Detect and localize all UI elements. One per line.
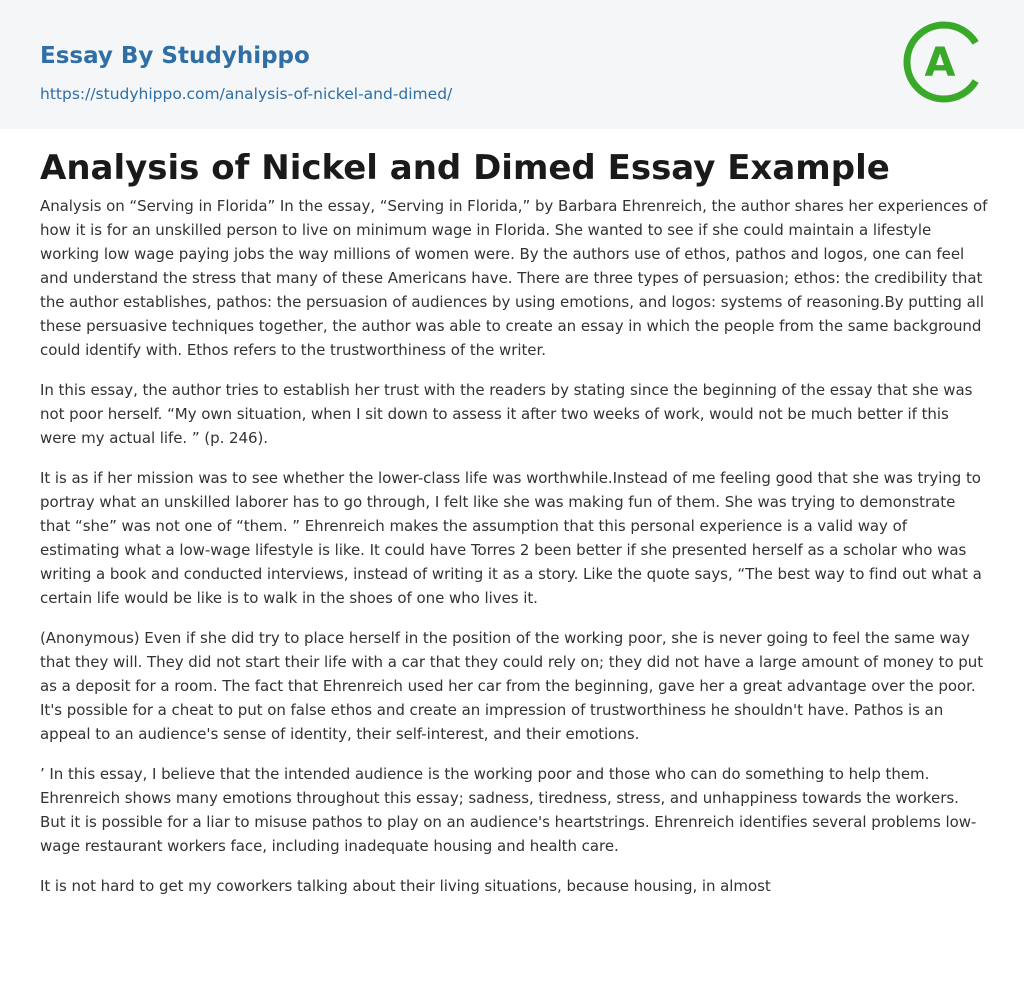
page-title: Analysis of Nickel and Dimed Essay Example [40,148,890,188]
essay-paragraph: ’ In this essay, I believe that the intended audience is the working poor and those who can do something to help them. Ehrenreich shows many emotions throughout this essay; sadness, tiredness, stress, and unhappiness towards the workers. But it is possible for a liar to misuse pathos to play on an audience's heartstrings. Ehrenreich identifies several problems low-wage restaurant workers face, including inadequate housing and health care. [40,765,977,855]
essay-paragraph: It is as if her mission was to see whether the lower-class life was worthwhile.Instead of me feeling good that she was trying to portray what an unskilled laborer has to go through, I felt like she was making fun of them. She was trying to demonstrate that “she” was not one of “them. ” Ehrenreich makes the assumption that this personal experience is a valid way of estimating what a low-wage lifestyle is like. It could have Torres 2 been better if she presented herself as a scholar who was writing a book and conducted interviews, instead of writing it as a story. Like the quote says, “The best way to find out what a certain life would be like is to walk in the shoes of one who lives it. [40,469,982,607]
essay-paragraph: In this essay, the author tries to establish her trust with the readers by stating since the beginning of the essay that she was not poor herself. “My own situation, when I sit down to assess it after two weeks of work, would not be much better if this were my actual life. ” (p. 246). [40,381,973,447]
site-title[interactable]: Essay By Studyhippo [40,43,310,69]
essay-paragraph: It is not hard to get my coworkers talking about their living situations, because housing, in almost [40,877,771,895]
site-header [0,0,1024,129]
essay-paragraph: (Anonymous) Even if she did try to place herself in the position of the working poor, she is never going to feel the same way that they will. They did not start their life with a car that they could rely on; they did not have a large amount of money to put as a deposit for a room. The fact that Ehrenreich used her car from the beginning, gave her a great advantage over the poor. It's possible for a cheat to put on false ethos and create an impression of trustworthiness he shouldn't have. Pathos is an appeal to an audience's sense of identity, their self-interest, and their emotions. [40,629,984,743]
page-url-link[interactable]: https://studyhippo.com/analysis-of-nickel-and-dimed/ [40,85,453,103]
essay-paragraph: Analysis on “Serving in Florida” In the essay, “Serving in Florida,” by Barbara Ehrenreich, the author shares her experiences of how it is for an unskilled person to live on minimum wage in Florida. She wanted to see if she could maintain a lifestyle working low wage paying jobs the way millions of women were. By the authors use of ethos, pathos and logos, one can feel and understand the stress that many of these Americans have. There are three types of persuasion; ethos: the credibility that the author establishes, pathos: the persuasion of audiences by using emotions, and logos: systems of reasoning.By putting all these persuasive techniques together, the author was able to create an essay in which the people from the same background could identify with. Ethos refers to the trustworthiness of the writer. [40,197,988,359]
logo-letter: A [924,40,956,86]
studyhippo-logo-icon[interactable] [902,20,986,104]
essay-content [40,146,988,914]
